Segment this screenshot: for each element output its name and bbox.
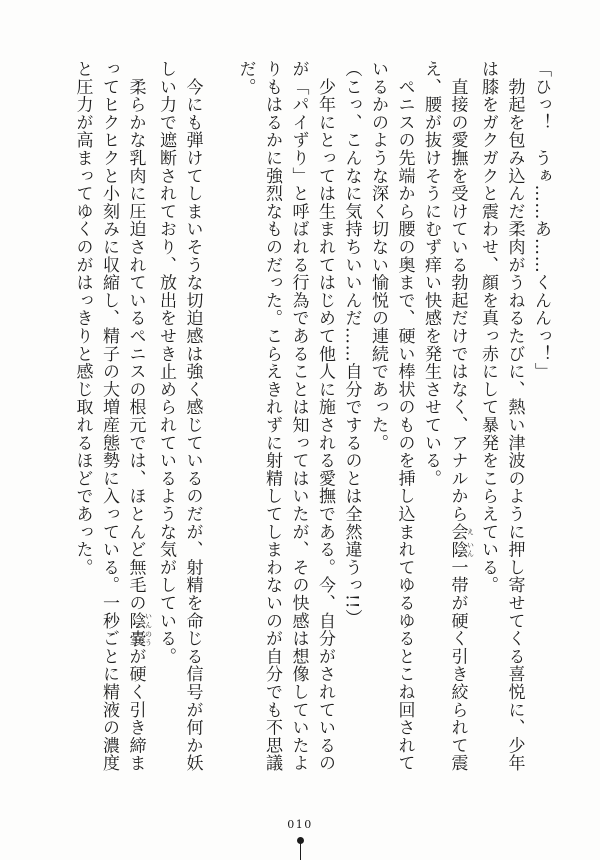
page-marker-line — [300, 843, 301, 860]
blank-column — [206, 60, 233, 600]
text-column-15: しい力で遮断されており、放出をせき止められているような気がしている。 — [156, 60, 176, 666]
text-column-3: は膝をガクガクと震わせ、顔を真っ赤にして暴発をこらえている。 — [478, 60, 498, 594]
text-column-7: いるかのような深く切ない愉悦の連続であった。 — [368, 60, 388, 452]
text-column-12: だ。 — [235, 60, 256, 96]
text-segment: 直接の愛撫を受けている勃起だけではなく、アナルから — [447, 60, 468, 523]
ruby-base: 陰嚢 — [125, 611, 146, 648]
ruby-word — [447, 522, 475, 541]
ruby-reading: え — [466, 522, 475, 541]
text-segment: 一帯が硬く引き絞られて震 — [447, 558, 468, 773]
text-column-10: が「パイずり」と呼ばれる行為であることは知ってはいたが、その快感は想像していたよ — [288, 60, 309, 772]
ruby-base: 陰 — [447, 540, 468, 559]
text-column-16 — [122, 60, 153, 773]
text-column-1: 「ひっ！ うぁ……あ……くんんっ！」 — [531, 60, 551, 381]
text-column-9: 少年にとっては生まれてはじめて他人に施される愛撫である。今、自分がされているの — [315, 60, 335, 772]
ruby-reading: いん — [466, 540, 475, 559]
text-column-6: ペニスの先端から腰の奥まで、硬い棒状のものを挿し込まれてゆるゆるとこね回されて — [394, 60, 415, 772]
page-number: 010 — [287, 818, 313, 831]
text-column-2: 勃起を包み込んだ柔肉がうねるたびに、熱い津波のように押し寄せてくる喜悦に、少年 — [504, 60, 525, 772]
ruby-word — [125, 611, 153, 648]
text-column-5: え、腰が抜けそうにむず痒い快感を発生させている。 — [421, 60, 441, 488]
text-column-17: ってヒクヒクと小刻みに収縮し、精子の大増産態勢に入っている。一秒ごとに精液の濃度 — [99, 60, 119, 772]
ruby-word — [447, 540, 475, 559]
text-column-4 — [444, 60, 475, 773]
text-column-18: と圧力が高まってゆくのがはっきりと感じ取れるほどであった。 — [72, 60, 93, 577]
text-column-11: りもはるかに強烈なものだった。こらえきれずに射精してしまわないのが自分でも不思議 — [262, 60, 282, 772]
text-column-8: （こっ、こんなに気持ちいいんだ……自分でするのとは全然違うっ!!） — [341, 60, 362, 628]
vertical-text-body — [54, 60, 554, 773]
ruby-reading: いんのう — [144, 611, 153, 648]
text-segment: 柔らかな乳肉に圧迫されているペニスの根元では、ほとんど無毛の — [125, 60, 146, 612]
text-segment: が硬く引き締ま — [125, 647, 146, 773]
text-column-14: 今にも弾けてしまいそうな切迫感は強く感じているのだが、射精を命じる信号が何か妖 — [182, 60, 203, 772]
ruby-base: 会 — [447, 522, 468, 541]
